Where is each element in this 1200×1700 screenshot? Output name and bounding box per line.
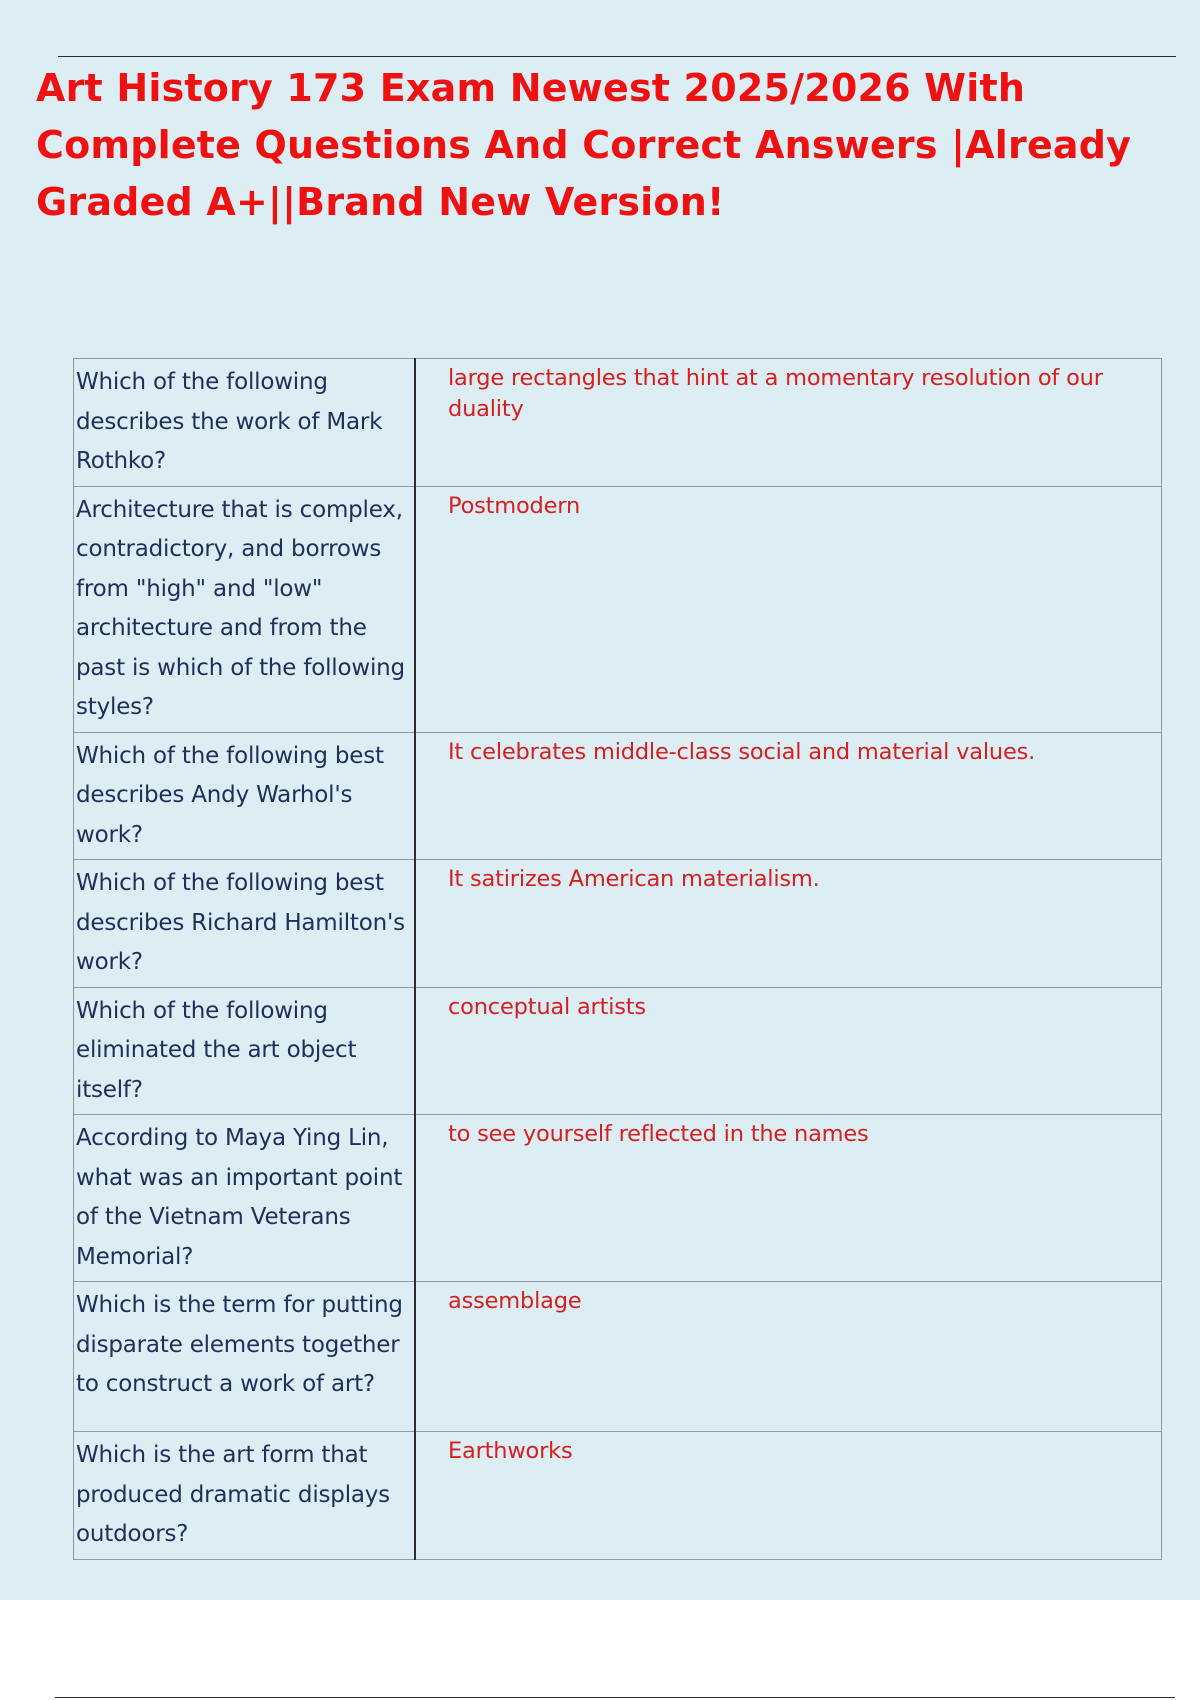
bottom-divider — [55, 1697, 1175, 1698]
question-cell — [74, 732, 416, 860]
qa-row — [74, 987, 1162, 1115]
answer-cell — [415, 987, 1162, 1115]
qa-row — [74, 860, 1162, 988]
question-cell — [74, 1432, 416, 1560]
answer-cell — [415, 359, 1162, 487]
answer-text: Earthworks — [448, 1438, 573, 1464]
answer-cell — [415, 486, 1162, 732]
qa-row — [74, 359, 1162, 487]
answer-cell — [415, 1432, 1162, 1560]
answer-text: Postmodern — [448, 492, 581, 519]
top-divider — [58, 56, 1176, 57]
question-text: Which of the following describes the work of Mark Rothko? — [76, 369, 383, 474]
answer-cell — [415, 1115, 1162, 1282]
question-text: Architecture that is complex, contradictory, and borrows from "high" and "low" architecture and from the past is which of the following styles? — [76, 496, 405, 720]
question-cell — [74, 359, 416, 487]
question-text: Which of the following best describes Richard Hamilton's work? — [76, 870, 405, 975]
answer-text: It celebrates middle-class social and material values. — [448, 738, 1036, 765]
qa-row — [74, 1432, 1162, 1560]
question-cell — [74, 1282, 416, 1432]
answer-cell — [415, 1282, 1162, 1432]
document-title: Art History 173 Exam Newest 2025/2026 With Complete Questions And Correct Answers |Already Graded A+||Brand New Version! — [36, 66, 1132, 224]
question-text: Which is the art form that produced dramatic displays outdoors? — [76, 1442, 390, 1547]
question-text: Which is the term for putting disparate elements together to construct a work of art? — [76, 1292, 403, 1397]
qa-row — [74, 732, 1162, 860]
qa-table — [73, 358, 1162, 1560]
qa-row — [74, 1282, 1162, 1432]
question-cell — [74, 860, 416, 988]
answer-cell — [415, 732, 1162, 860]
question-cell — [74, 1115, 416, 1282]
question-text: Which of the following eliminated the art object itself? — [76, 997, 357, 1103]
qa-row — [74, 1115, 1162, 1282]
question-text: Which of the following best describes Andy Warhol's work? — [76, 742, 384, 848]
question-cell — [74, 987, 416, 1115]
qa-row — [74, 486, 1162, 732]
question-text: According to Maya Ying Lin, what was an important point of the Vietnam Veterans Memorial? — [76, 1125, 403, 1270]
answer-text: conceptual artists — [448, 993, 646, 1020]
answer-text: assemblage — [448, 1288, 582, 1314]
answer-text: It satirizes American materialism. — [448, 866, 820, 892]
answer-text: large rectangles that hint at a momentary resolution of our duality — [448, 365, 1103, 422]
answer-cell — [415, 860, 1162, 988]
answer-text: to see yourself reflected in the names — [448, 1121, 869, 1147]
question-cell — [74, 486, 416, 732]
